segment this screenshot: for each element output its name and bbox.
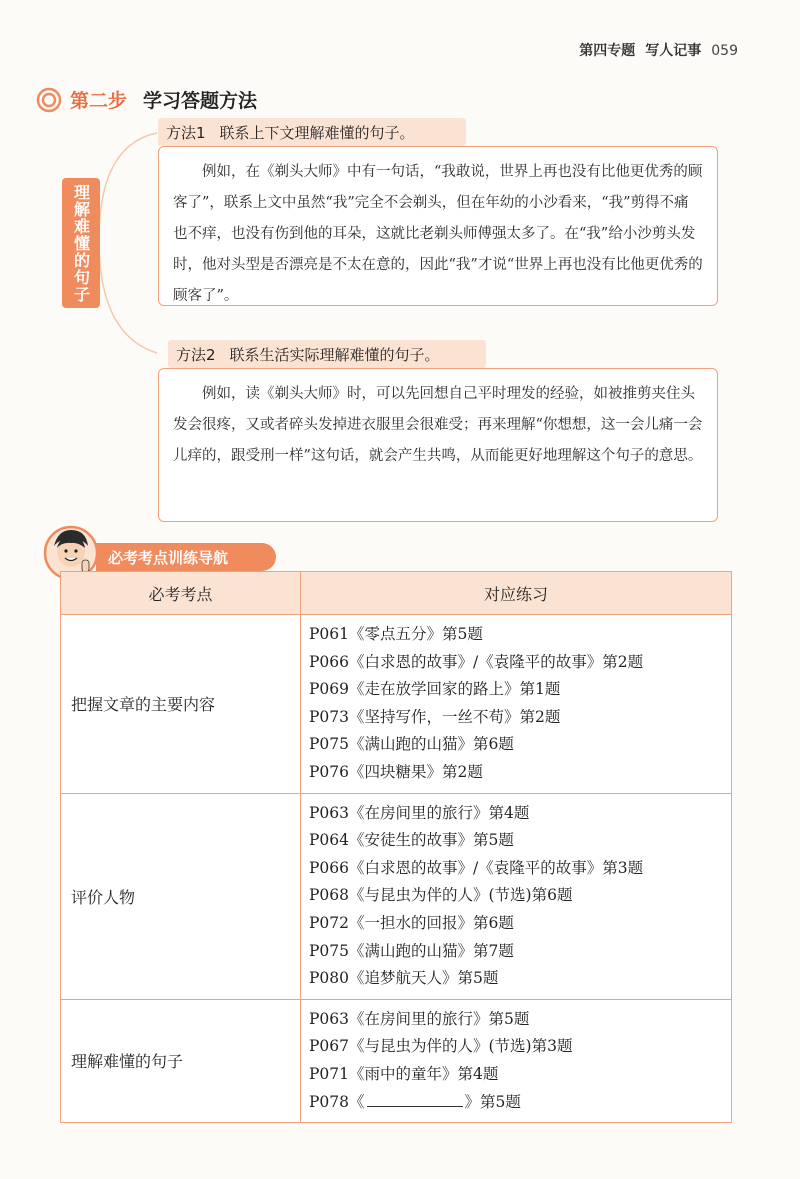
table-row xyxy=(61,793,732,999)
table-header-practice: 对应练习 xyxy=(301,572,732,615)
method-1-title xyxy=(158,118,466,146)
table-header-topic: 必考考点 xyxy=(61,572,301,615)
section-heading xyxy=(36,86,257,113)
practice-item: P067《与昆虫为伴的人》(节选)第3题 xyxy=(309,1037,573,1056)
method-2-box: 例如，读《剃头大师》时，可以先回想自己平时理发的经验，如被推剪夹住头发会很疼，又或者碎头发掉进衣服里会很难受；再来理解“你想想，这一会儿痛一会儿痒的，跟受刑一样”这句话，就会产生共鸣，从而能更好地理解这个句子的意思。 xyxy=(158,368,718,522)
chapter-label: 第四专题 xyxy=(579,43,636,59)
method-1-box: 例如，在《剃头大师》中有一句话，“我敢说，世界上再也没有比他更优秀的顾客了”，联系上文中虽然“我”完全不会剃头，但在年幼的小沙看来，“我”剪得不痛也不痒，也没有伤到他的耳朵，这就比老剃头师傅强太多了。在“我”给小沙剪头发时，他对头型是否漂亮是不太在意的，因此“我”才说“世界上再也没有比他更优秀的顾客了”。 xyxy=(158,146,718,306)
table-row xyxy=(61,615,732,794)
table-topic-cell: 评价人物 xyxy=(61,793,301,999)
exam-points-table xyxy=(60,571,732,1123)
method-2-label: 方法2 xyxy=(176,345,216,364)
target-icon xyxy=(36,87,62,113)
practice-item: P066《白求恩的故事》/《袁隆平的故事》第3题 xyxy=(309,858,644,877)
table-items-cell xyxy=(301,793,732,999)
practice-item: P075《满山跑的山猫》第7题 xyxy=(309,941,514,960)
blank-item-suffix: 》第5题 xyxy=(464,1092,521,1111)
table-topic-cell: 把握文章的主要内容 xyxy=(61,615,301,794)
chapter-topic: 写人记事 xyxy=(645,43,702,59)
method-2-title xyxy=(168,340,486,368)
practice-item: P080《追梦航天人》第5题 xyxy=(309,969,499,988)
practice-item: P063《在房间里的旅行》第5题 xyxy=(309,1009,530,1028)
practice-item: P073《坚持写作，一丝不苟》第2题 xyxy=(309,707,561,726)
side-label: 理解难懂的句子 xyxy=(62,178,100,308)
practice-item: P068《与昆虫为伴的人》(节选)第6题 xyxy=(309,886,573,905)
practice-item: P064《安徒生的故事》第5题 xyxy=(309,831,514,850)
running-header xyxy=(579,40,738,60)
table-header-row xyxy=(61,572,732,615)
method-1-heading: 联系上下文理解难懂的句子。 xyxy=(219,123,415,142)
fill-in-blank[interactable] xyxy=(367,1090,463,1107)
table-topic-cell: 理解难懂的句子 xyxy=(61,999,301,1122)
practice-item: P063《在房间里的旅行》第4题 xyxy=(309,803,530,822)
practice-item: P069《走在放学回家的路上》第1题 xyxy=(309,680,561,699)
practice-item: P075《满山跑的山猫》第6题 xyxy=(309,735,514,754)
method-1-label: 方法1 xyxy=(166,123,206,142)
step-label: 第二步 xyxy=(70,90,128,112)
step-title: 学习答题方法 xyxy=(143,90,258,112)
nav-banner: 必考考点训练导航 xyxy=(96,543,276,571)
practice-item: P066《白求恩的故事》/《袁隆平的故事》第2题 xyxy=(309,652,644,671)
practice-item: P071《雨中的童年》第4题 xyxy=(309,1064,499,1083)
page-number: 059 xyxy=(711,43,738,59)
blank-item-prefix: P078《 xyxy=(309,1092,365,1111)
method-2-heading: 联系生活实际理解难懂的句子。 xyxy=(229,345,440,364)
practice-item-blank xyxy=(309,1089,731,1117)
table-row xyxy=(61,999,732,1122)
practice-item: P072《一担水的回报》第6题 xyxy=(309,913,514,932)
practice-item: P061《零点五分》第5题 xyxy=(309,625,483,643)
table-items-cell xyxy=(301,999,732,1122)
practice-item: P076《四块糖果》第2题 xyxy=(309,762,483,781)
table-items-cell xyxy=(301,615,732,794)
